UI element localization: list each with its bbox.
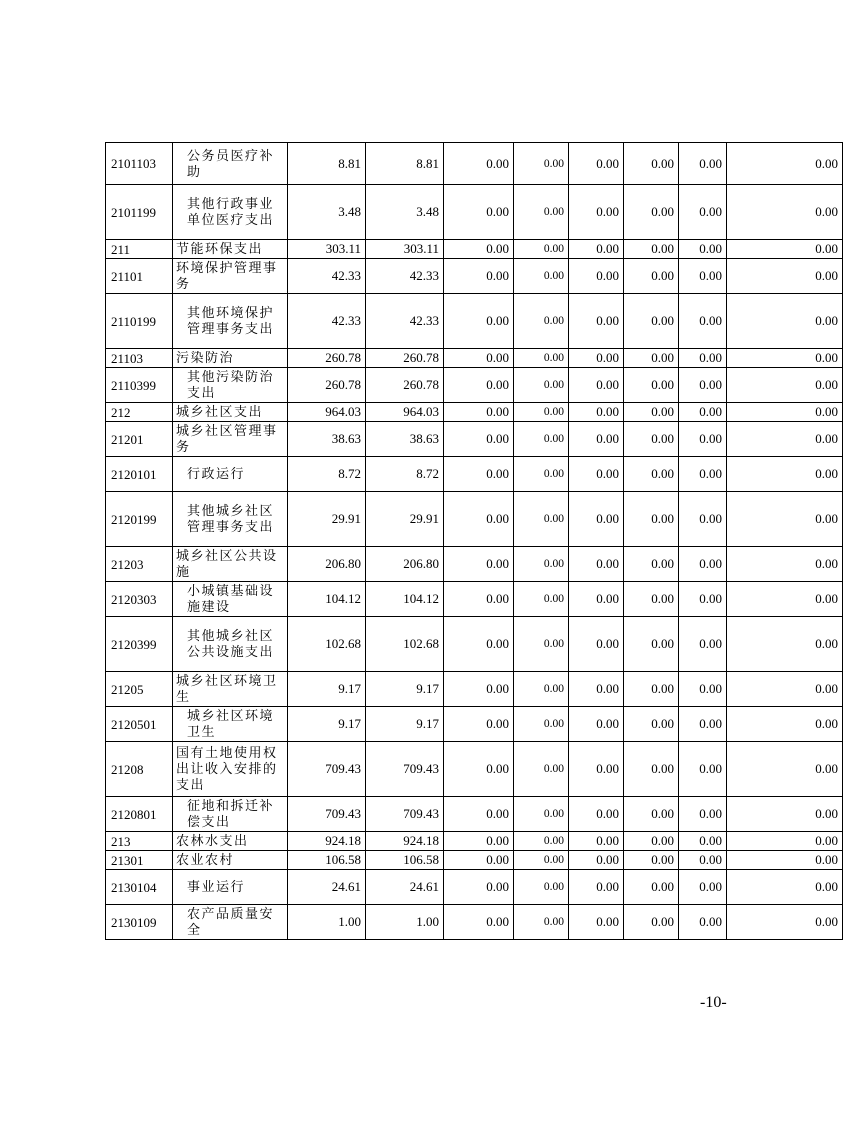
table-row <box>106 905 843 940</box>
row-value-col-4: 0.00 <box>514 905 569 940</box>
row-name: 城乡社区环境卫生 <box>173 672 288 707</box>
row-name: 节能环保支出 <box>173 240 288 259</box>
row-value-col-8: 0.00 <box>727 851 843 870</box>
row-value-col-7: 0.00 <box>679 832 727 851</box>
row-value-col-5: 0.00 <box>569 851 624 870</box>
row-value-col-6: 0.00 <box>624 870 679 905</box>
row-value-col-3: 0.00 <box>444 259 514 294</box>
row-value-col-7: 0.00 <box>679 259 727 294</box>
row-value-col-1: 8.81 <box>288 143 366 185</box>
table-row <box>106 672 843 707</box>
row-code: 2120101 <box>106 457 173 492</box>
row-name: 国有土地使用权出让收入安排的支出 <box>173 742 288 797</box>
row-value-col-8: 0.00 <box>727 617 843 672</box>
row-value-col-6: 0.00 <box>624 905 679 940</box>
row-value-col-6: 0.00 <box>624 185 679 240</box>
row-value-col-6: 0.00 <box>624 240 679 259</box>
row-value-col-7: 0.00 <box>679 240 727 259</box>
row-value-col-8: 0.00 <box>727 349 843 368</box>
expenditure-table <box>105 142 843 940</box>
row-value-col-6: 0.00 <box>624 349 679 368</box>
row-value-col-5: 0.00 <box>569 547 624 582</box>
row-value-col-2: 206.80 <box>366 547 444 582</box>
row-value-col-2: 24.61 <box>366 870 444 905</box>
row-value-col-3: 0.00 <box>444 851 514 870</box>
row-value-col-1: 24.61 <box>288 870 366 905</box>
row-value-col-6: 0.00 <box>624 403 679 422</box>
row-code: 21203 <box>106 547 173 582</box>
row-value-col-2: 260.78 <box>366 368 444 403</box>
row-value-col-1: 102.68 <box>288 617 366 672</box>
row-name: 农业农村 <box>173 851 288 870</box>
row-value-col-4: 0.00 <box>514 582 569 617</box>
row-value-col-1: 9.17 <box>288 672 366 707</box>
row-code: 2130109 <box>106 905 173 940</box>
row-value-col-5: 0.00 <box>569 294 624 349</box>
row-value-col-8: 0.00 <box>727 185 843 240</box>
table-body <box>106 143 843 940</box>
row-value-col-6: 0.00 <box>624 851 679 870</box>
row-name: 公务员医疗补助 <box>173 143 288 185</box>
row-value-col-4: 0.00 <box>514 403 569 422</box>
row-value-col-3: 0.00 <box>444 294 514 349</box>
table-row <box>106 403 843 422</box>
row-value-col-4: 0.00 <box>514 457 569 492</box>
row-value-col-1: 303.11 <box>288 240 366 259</box>
row-value-col-3: 0.00 <box>444 492 514 547</box>
row-value-col-5: 0.00 <box>569 368 624 403</box>
row-value-col-4: 0.00 <box>514 492 569 547</box>
row-value-col-7: 0.00 <box>679 457 727 492</box>
row-value-col-8: 0.00 <box>727 672 843 707</box>
row-value-col-8: 0.00 <box>727 905 843 940</box>
table-row <box>106 707 843 742</box>
row-value-col-3: 0.00 <box>444 368 514 403</box>
row-value-col-7: 0.00 <box>679 185 727 240</box>
row-value-col-1: 260.78 <box>288 368 366 403</box>
row-value-col-2: 102.68 <box>366 617 444 672</box>
row-value-col-5: 0.00 <box>569 259 624 294</box>
row-value-col-5: 0.00 <box>569 240 624 259</box>
row-value-col-3: 0.00 <box>444 905 514 940</box>
row-code: 2110199 <box>106 294 173 349</box>
row-value-col-2: 709.43 <box>366 797 444 832</box>
row-name: 其他城乡社区公共设施支出 <box>173 617 288 672</box>
row-code: 21205 <box>106 672 173 707</box>
row-value-col-2: 3.48 <box>366 185 444 240</box>
table-row <box>106 617 843 672</box>
row-value-col-7: 0.00 <box>679 672 727 707</box>
row-value-col-4: 0.00 <box>514 851 569 870</box>
row-name: 城乡社区公共设施 <box>173 547 288 582</box>
row-value-col-3: 0.00 <box>444 832 514 851</box>
row-value-col-8: 0.00 <box>727 582 843 617</box>
row-value-col-1: 104.12 <box>288 582 366 617</box>
row-value-col-2: 29.91 <box>366 492 444 547</box>
row-value-col-2: 964.03 <box>366 403 444 422</box>
row-value-col-1: 9.17 <box>288 707 366 742</box>
row-code: 211 <box>106 240 173 259</box>
row-value-col-1: 38.63 <box>288 422 366 457</box>
row-value-col-6: 0.00 <box>624 457 679 492</box>
row-value-col-5: 0.00 <box>569 672 624 707</box>
row-value-col-2: 260.78 <box>366 349 444 368</box>
row-value-col-5: 0.00 <box>569 870 624 905</box>
row-value-col-3: 0.00 <box>444 403 514 422</box>
row-value-col-8: 0.00 <box>727 403 843 422</box>
row-value-col-4: 0.00 <box>514 259 569 294</box>
table-row <box>106 492 843 547</box>
row-value-col-7: 0.00 <box>679 294 727 349</box>
row-value-col-4: 0.00 <box>514 870 569 905</box>
row-name: 行政运行 <box>173 457 288 492</box>
row-value-col-8: 0.00 <box>727 143 843 185</box>
row-value-col-7: 0.00 <box>679 582 727 617</box>
row-name: 城乡社区管理事务 <box>173 422 288 457</box>
row-value-col-1: 8.72 <box>288 457 366 492</box>
row-value-col-1: 709.43 <box>288 742 366 797</box>
row-value-col-7: 0.00 <box>679 143 727 185</box>
row-value-col-6: 0.00 <box>624 797 679 832</box>
row-value-col-5: 0.00 <box>569 797 624 832</box>
row-value-col-8: 0.00 <box>727 492 843 547</box>
row-code: 21101 <box>106 259 173 294</box>
row-code: 2120501 <box>106 707 173 742</box>
row-value-col-7: 0.00 <box>679 797 727 832</box>
row-name: 小城镇基础设施建设 <box>173 582 288 617</box>
row-code: 21301 <box>106 851 173 870</box>
row-value-col-8: 0.00 <box>727 707 843 742</box>
row-value-col-2: 104.12 <box>366 582 444 617</box>
row-name: 其他污染防治支出 <box>173 368 288 403</box>
table-row <box>106 742 843 797</box>
row-code: 2120801 <box>106 797 173 832</box>
row-value-col-4: 0.00 <box>514 240 569 259</box>
row-value-col-7: 0.00 <box>679 368 727 403</box>
row-value-col-4: 0.00 <box>514 143 569 185</box>
row-value-col-4: 0.00 <box>514 707 569 742</box>
row-name: 其他环境保护管理事务支出 <box>173 294 288 349</box>
row-value-col-8: 0.00 <box>727 742 843 797</box>
row-name: 其他城乡社区管理事务支出 <box>173 492 288 547</box>
row-name: 环境保护管理事务 <box>173 259 288 294</box>
table-row <box>106 294 843 349</box>
row-value-col-1: 206.80 <box>288 547 366 582</box>
row-value-col-5: 0.00 <box>569 492 624 547</box>
row-value-col-4: 0.00 <box>514 832 569 851</box>
row-code: 2120303 <box>106 582 173 617</box>
row-code: 212 <box>106 403 173 422</box>
row-value-col-3: 0.00 <box>444 185 514 240</box>
row-code: 2110399 <box>106 368 173 403</box>
row-value-col-3: 0.00 <box>444 240 514 259</box>
row-value-col-7: 0.00 <box>679 870 727 905</box>
row-value-col-2: 38.63 <box>366 422 444 457</box>
row-value-col-3: 0.00 <box>444 870 514 905</box>
row-code: 2101103 <box>106 143 173 185</box>
row-value-col-2: 42.33 <box>366 259 444 294</box>
row-value-col-6: 0.00 <box>624 492 679 547</box>
row-value-col-8: 0.00 <box>727 457 843 492</box>
row-value-col-2: 303.11 <box>366 240 444 259</box>
row-value-col-2: 709.43 <box>366 742 444 797</box>
row-value-col-4: 0.00 <box>514 294 569 349</box>
row-value-col-4: 0.00 <box>514 349 569 368</box>
row-value-col-6: 0.00 <box>624 832 679 851</box>
row-value-col-7: 0.00 <box>679 617 727 672</box>
table-row <box>106 457 843 492</box>
row-value-col-6: 0.00 <box>624 422 679 457</box>
row-value-col-7: 0.00 <box>679 851 727 870</box>
table-row <box>106 870 843 905</box>
row-name: 农林水支出 <box>173 832 288 851</box>
table-row <box>106 368 843 403</box>
row-value-col-7: 0.00 <box>679 905 727 940</box>
row-code: 2130104 <box>106 870 173 905</box>
row-code: 21103 <box>106 349 173 368</box>
row-value-col-6: 0.00 <box>624 294 679 349</box>
row-value-col-7: 0.00 <box>679 547 727 582</box>
row-value-col-3: 0.00 <box>444 582 514 617</box>
row-value-col-8: 0.00 <box>727 240 843 259</box>
row-value-col-5: 0.00 <box>569 582 624 617</box>
row-value-col-5: 0.00 <box>569 349 624 368</box>
table-row <box>106 143 843 185</box>
row-value-col-1: 42.33 <box>288 259 366 294</box>
page-number: -10- <box>700 994 727 1011</box>
row-value-col-8: 0.00 <box>727 832 843 851</box>
table-row <box>106 349 843 368</box>
table-row <box>106 851 843 870</box>
row-value-col-8: 0.00 <box>727 294 843 349</box>
table-row <box>106 582 843 617</box>
row-value-col-5: 0.00 <box>569 185 624 240</box>
row-name: 事业运行 <box>173 870 288 905</box>
row-value-col-5: 0.00 <box>569 422 624 457</box>
row-value-col-7: 0.00 <box>679 742 727 797</box>
row-value-col-5: 0.00 <box>569 403 624 422</box>
row-value-col-3: 0.00 <box>444 547 514 582</box>
row-value-col-3: 0.00 <box>444 707 514 742</box>
row-code: 2101199 <box>106 185 173 240</box>
row-value-col-4: 0.00 <box>514 185 569 240</box>
row-value-col-7: 0.00 <box>679 492 727 547</box>
row-value-col-5: 0.00 <box>569 832 624 851</box>
row-value-col-6: 0.00 <box>624 742 679 797</box>
row-value-col-7: 0.00 <box>679 707 727 742</box>
row-value-col-5: 0.00 <box>569 905 624 940</box>
row-name: 城乡社区环境卫生 <box>173 707 288 742</box>
row-value-col-7: 0.00 <box>679 349 727 368</box>
row-code: 2120399 <box>106 617 173 672</box>
row-code: 213 <box>106 832 173 851</box>
row-value-col-4: 0.00 <box>514 617 569 672</box>
row-code: 21201 <box>106 422 173 457</box>
row-value-col-3: 0.00 <box>444 797 514 832</box>
row-value-col-8: 0.00 <box>727 368 843 403</box>
row-value-col-8: 0.00 <box>727 797 843 832</box>
row-name: 征地和拆迁补偿支出 <box>173 797 288 832</box>
row-value-col-5: 0.00 <box>569 707 624 742</box>
row-value-col-3: 0.00 <box>444 742 514 797</box>
row-value-col-6: 0.00 <box>624 582 679 617</box>
row-value-col-8: 0.00 <box>727 870 843 905</box>
row-code: 2120199 <box>106 492 173 547</box>
row-value-col-2: 9.17 <box>366 707 444 742</box>
row-value-col-6: 0.00 <box>624 547 679 582</box>
row-value-col-3: 0.00 <box>444 617 514 672</box>
row-value-col-2: 1.00 <box>366 905 444 940</box>
row-value-col-1: 42.33 <box>288 294 366 349</box>
table-row <box>106 259 843 294</box>
row-value-col-2: 42.33 <box>366 294 444 349</box>
row-value-col-3: 0.00 <box>444 422 514 457</box>
row-value-col-8: 0.00 <box>727 422 843 457</box>
row-value-col-6: 0.00 <box>624 672 679 707</box>
row-value-col-2: 8.81 <box>366 143 444 185</box>
row-value-col-7: 0.00 <box>679 403 727 422</box>
row-value-col-2: 924.18 <box>366 832 444 851</box>
row-value-col-5: 0.00 <box>569 457 624 492</box>
row-name: 城乡社区支出 <box>173 403 288 422</box>
row-value-col-1: 924.18 <box>288 832 366 851</box>
row-value-col-2: 106.58 <box>366 851 444 870</box>
row-name: 其他行政事业单位医疗支出 <box>173 185 288 240</box>
row-value-col-5: 0.00 <box>569 143 624 185</box>
row-name: 污染防治 <box>173 349 288 368</box>
row-value-col-2: 8.72 <box>366 457 444 492</box>
row-value-col-7: 0.00 <box>679 422 727 457</box>
row-value-col-4: 0.00 <box>514 368 569 403</box>
row-value-col-5: 0.00 <box>569 742 624 797</box>
row-value-col-4: 0.00 <box>514 797 569 832</box>
row-value-col-3: 0.00 <box>444 349 514 368</box>
table-row <box>106 185 843 240</box>
row-value-col-3: 0.00 <box>444 672 514 707</box>
table-row <box>106 832 843 851</box>
row-value-col-1: 29.91 <box>288 492 366 547</box>
row-value-col-4: 0.00 <box>514 547 569 582</box>
table-row <box>106 547 843 582</box>
row-value-col-1: 964.03 <box>288 403 366 422</box>
row-value-col-6: 0.00 <box>624 143 679 185</box>
row-value-col-1: 3.48 <box>288 185 366 240</box>
row-value-col-3: 0.00 <box>444 457 514 492</box>
row-name: 农产品质量安全 <box>173 905 288 940</box>
row-value-col-3: 0.00 <box>444 143 514 185</box>
row-value-col-6: 0.00 <box>624 617 679 672</box>
row-value-col-5: 0.00 <box>569 617 624 672</box>
row-value-col-4: 0.00 <box>514 672 569 707</box>
row-value-col-1: 709.43 <box>288 797 366 832</box>
row-value-col-6: 0.00 <box>624 707 679 742</box>
row-value-col-2: 9.17 <box>366 672 444 707</box>
row-value-col-8: 0.00 <box>727 547 843 582</box>
expenditure-table-wrapper <box>105 142 838 940</box>
row-value-col-6: 0.00 <box>624 259 679 294</box>
row-value-col-4: 0.00 <box>514 742 569 797</box>
table-row <box>106 422 843 457</box>
row-value-col-1: 260.78 <box>288 349 366 368</box>
row-value-col-8: 0.00 <box>727 259 843 294</box>
row-value-col-4: 0.00 <box>514 422 569 457</box>
row-value-col-1: 1.00 <box>288 905 366 940</box>
row-value-col-6: 0.00 <box>624 368 679 403</box>
table-row <box>106 240 843 259</box>
row-code: 21208 <box>106 742 173 797</box>
table-row <box>106 797 843 832</box>
row-value-col-1: 106.58 <box>288 851 366 870</box>
